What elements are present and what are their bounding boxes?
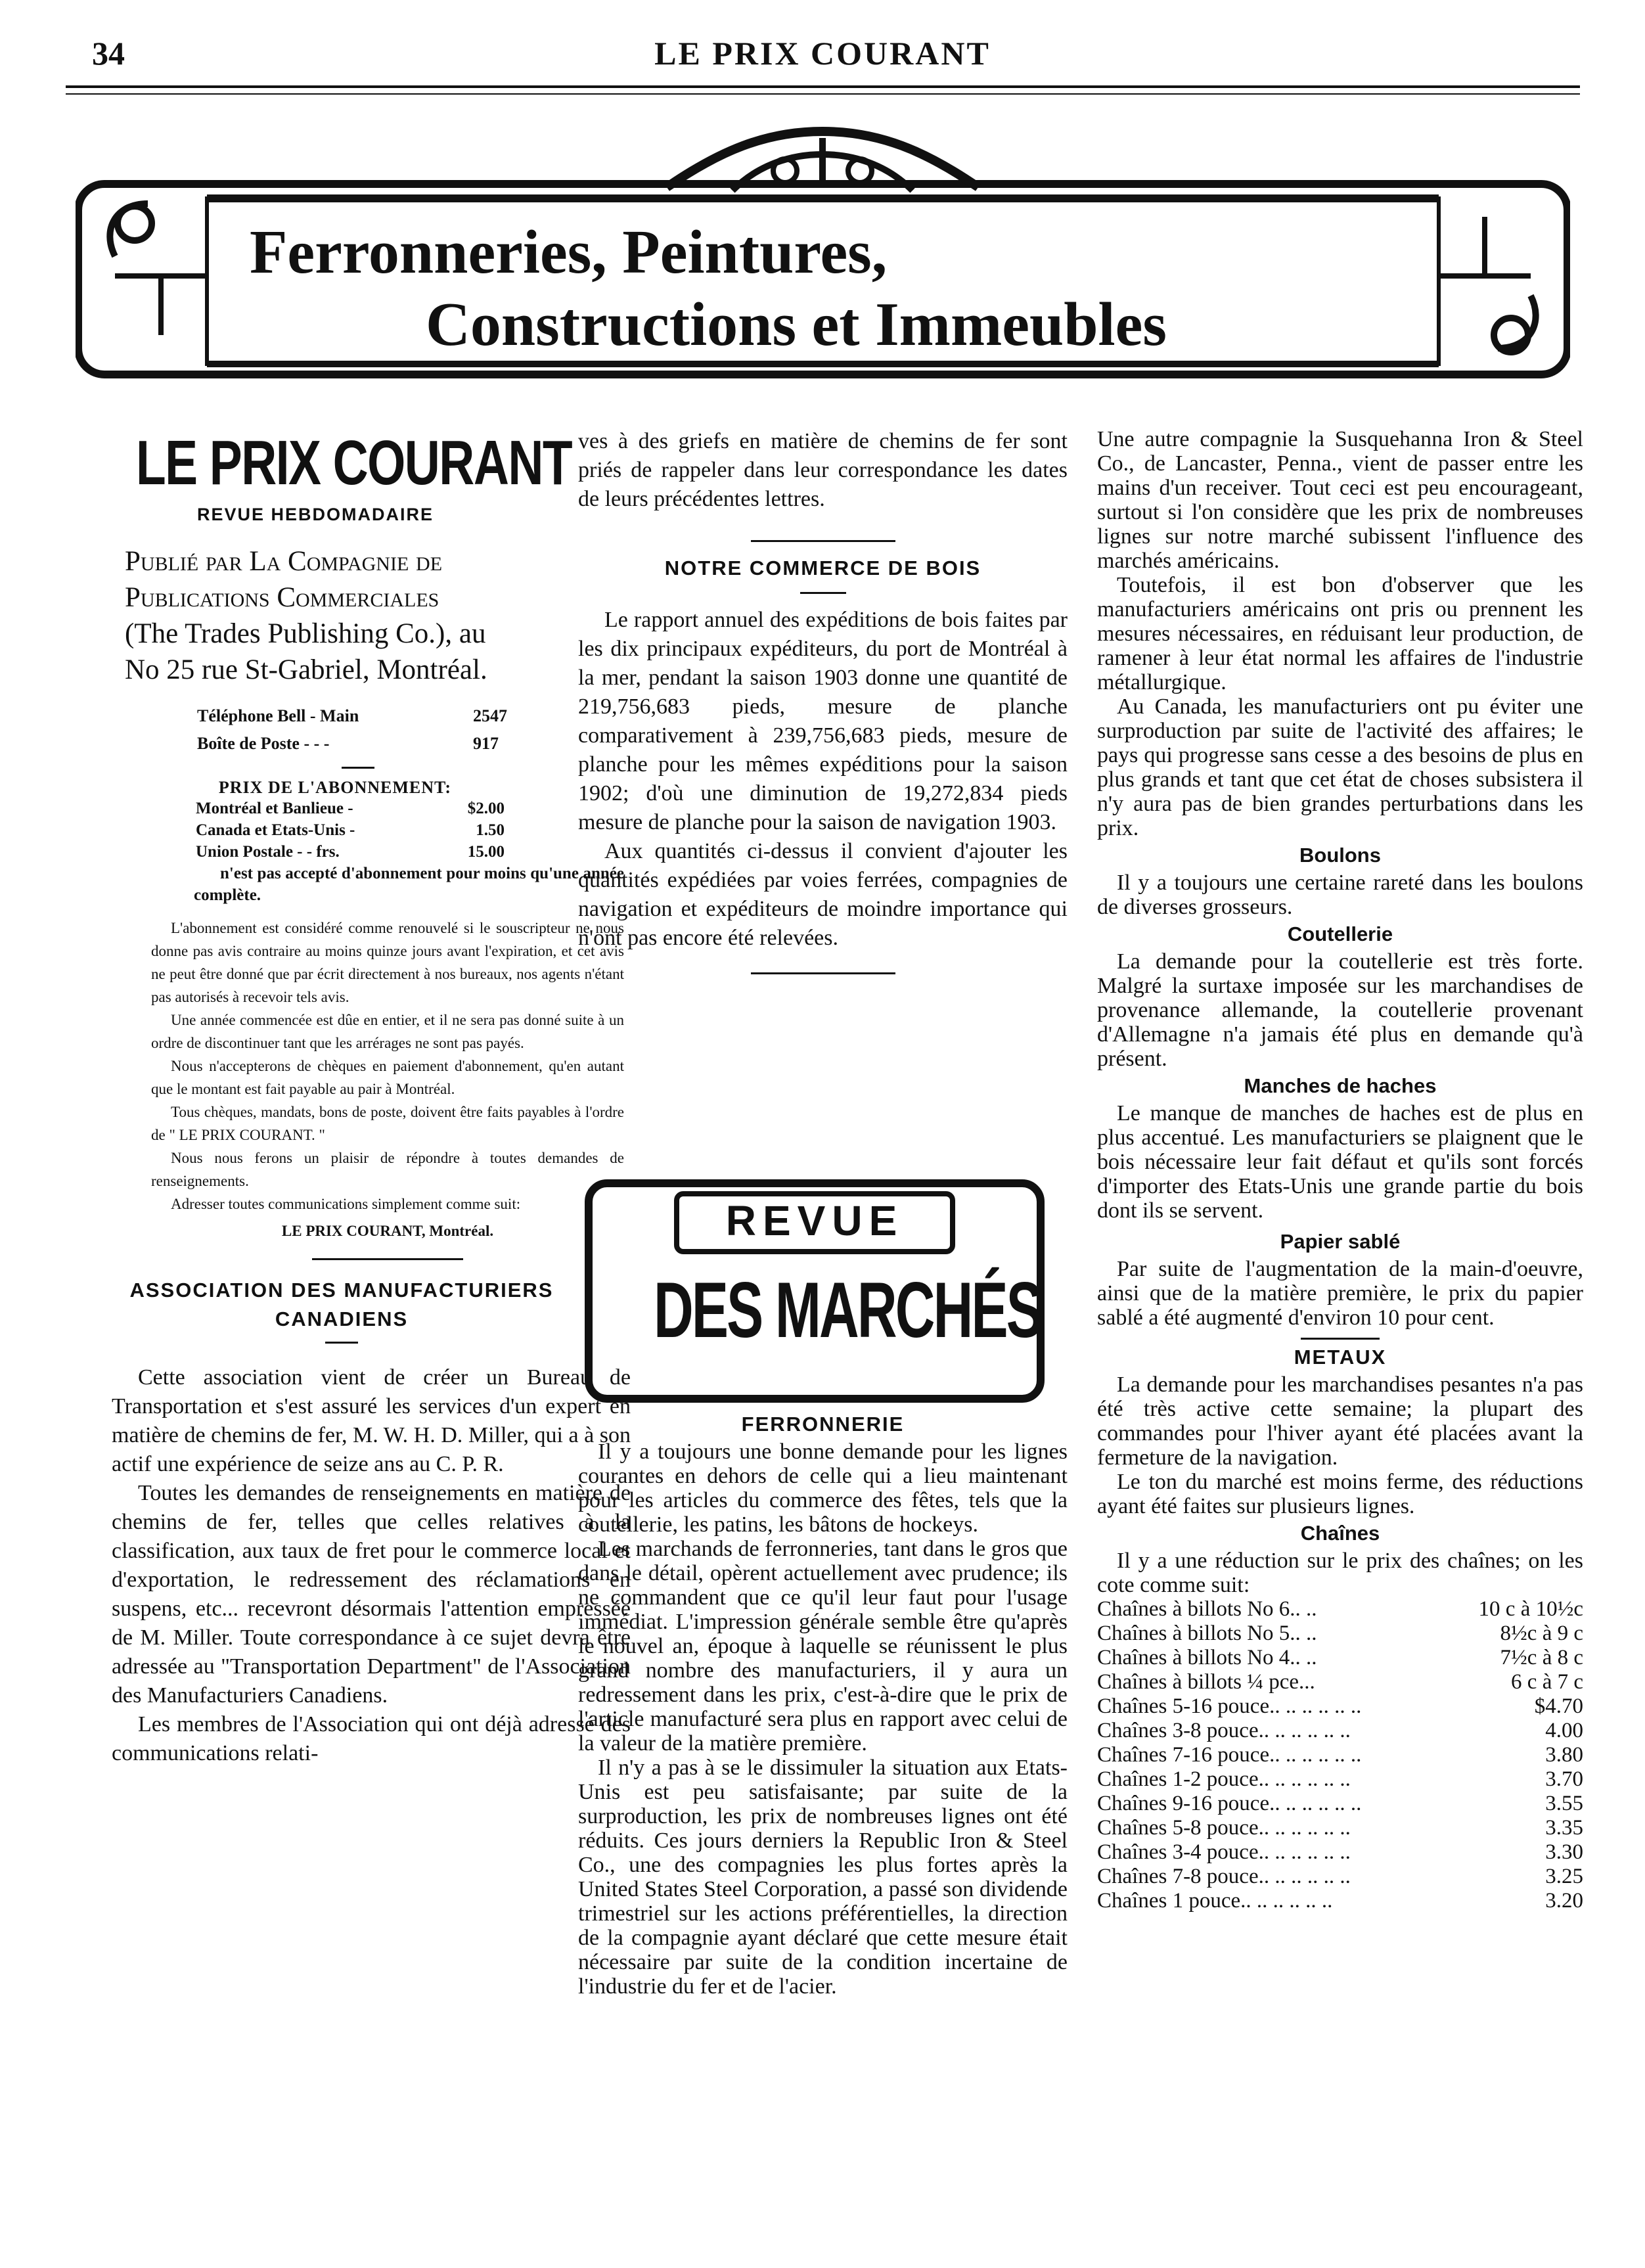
banner-title-line1: Ferronneries, Peintures, (250, 218, 888, 286)
short-rule (1301, 1338, 1380, 1340)
revue-des-marches-logo (585, 1179, 1045, 1403)
des-marches-word: DES MARCHÉS (654, 1266, 1041, 1354)
coutellerie-text (1097, 949, 1583, 1071)
bois-body (578, 606, 1068, 953)
section-rule (751, 972, 895, 974)
fine-print-paragraph: L'abonnement est considéré comme renouvelé si le souscripteur ne nous donne pas avis contraire au moins quinze jours avant l'expiration, et cet avis ne peut être donné que par écrit directement à nos bureaux, nos agents n'étant pas autorisés à recevoir tels avis. (151, 920, 624, 1005)
subscription-heading: PRIX DE L'ABONNEMENT: (218, 778, 452, 797)
section-rule (751, 540, 895, 542)
price-item: Chaînes à billots ¼ pce... (1097, 1670, 1315, 1694)
price-item: Chaînes 9-16 pouce.. .. .. .. .. .. (1097, 1792, 1362, 1815)
manches-text (1097, 1101, 1583, 1223)
masthead-title: LE PRIX COURANT (136, 428, 572, 498)
masthead-subtitle: REVUE HEBDOMADAIRE (196, 505, 434, 524)
price-value: 6 c à 7 c (1511, 1670, 1583, 1694)
boulons-heading: Boulons (1299, 844, 1381, 867)
price-value: 3.30 (1545, 1840, 1583, 1864)
price-item: Chaînes à billots No 4.. .. (1097, 1646, 1317, 1669)
metaux-paragraph: La demande pour les marchandises pesantes n'a pas été très active cette semaine; la plupart des commandes pour l'hiver ayant été placées avant la fermeture de la navigation. (1097, 1372, 1583, 1470)
price-item: Chaînes à billots No 5.. .. (1097, 1622, 1317, 1645)
price-value: 3.20 (1545, 1889, 1583, 1913)
ferronnerie-heading: FERRONNERIE (741, 1413, 905, 1436)
opening-paragraph: Une autre compagnie la Susquehanna Iron & Steel Co., de Lancaster, Penna., vient de passer entre les mains d'un receiver. Tout ceci est peu encourageant, surtout si l'on considère que les prix de nombreuses lignes sur notre marché subissent l'influence des marchés américains. (1097, 427, 1583, 573)
association-paragraph: Les membres de l'Association qui ont déjà adressé des communications relati- (112, 1712, 631, 1765)
table-row (1097, 1865, 1583, 1889)
manches-heading: Manches de haches (1244, 1074, 1437, 1097)
fine-print-paragraph: Une année commencée est dûe en entier, et il ne sera pas donné suite à un ordre de discontinuer tant que les arrérages ne sont pas payés. (151, 1012, 624, 1051)
price-item: Chaînes 3-4 pouce.. .. .. .. .. .. (1097, 1840, 1351, 1864)
banner-title-line2: Constructions et Immeubles (426, 290, 1167, 359)
association-body (112, 1363, 631, 1768)
column-2 (578, 427, 1068, 986)
subscription-note: n'est pas accepté d'abonnement pour moins qu'une année complète. (194, 865, 624, 904)
publisher-line: No 25 rue St-Gabriel, Montréal. (125, 654, 487, 685)
opening-paragraph: Toutefois, il est bon d'observer que les manufacturiers américains ont pris ou prennent les mesures nécessaires, en réduisant leur production, de ramener à leur état normal les affaires de l'industrie métallurgique. (1097, 573, 1583, 694)
column-3 (1097, 427, 1583, 1913)
price-value: 3.70 (1545, 1767, 1583, 1791)
table-row (1097, 1743, 1583, 1767)
price-item: Chaînes à billots No 6.. .. (1097, 1597, 1317, 1621)
fine-print (151, 917, 624, 1242)
short-rule (800, 592, 846, 594)
short-rule (342, 767, 374, 769)
section-paragraph: Il y a toujours une certaine rareté dans les boulons de diverses grosseurs. (1097, 871, 1583, 919)
opening-body (1097, 427, 1583, 840)
chaines-intro (1097, 1549, 1583, 1597)
rate-label: Union Postale - - frs. (196, 843, 340, 861)
table-row (1097, 1719, 1583, 1743)
table-row (1097, 1597, 1583, 1622)
ferronnerie-paragraph: Il y a toujours une bonne demande pour les lignes courantes en dehors de celle qui a lieu maintenant pour les articles du commerce des fêtes, tels que la coutellerie, les patins, les bâtons de hockeys. (578, 1440, 1068, 1537)
ferronnerie-paragraph: Les marchands de ferronneries, tant dans le gros que dans le détail, opèrent actuellement avec prudence; ils ne commandent que ce qu'il leur faut pour l'usage immédiat. L'impression générale semble être qu'après le nouvel an, époque à laquelle se réunissent le plus grand nombre des manufacturiers, il y aura un redressement dans les prix, c'est-à-dire que le prix de l'article manufacturé sera plus en rapport avec celui de la valeur de la matière première. (578, 1537, 1068, 1756)
subscription-rates (196, 798, 544, 863)
price-item: Chaînes 3-8 pouce.. .. .. .. .. .. (1097, 1719, 1351, 1742)
boulons-text (1097, 871, 1583, 919)
ferronnerie-body (578, 1440, 1068, 1999)
contact-row (197, 702, 545, 730)
coutellerie-heading: Coutellerie (1287, 922, 1393, 945)
price-item: Chaînes 1-2 pouce.. .. .. .. .. .. (1097, 1767, 1351, 1791)
table-row (1097, 1670, 1583, 1694)
metaux-paragraph: Le ton du marché est moins ferme, des réductions ayant été faites sur plusieurs lignes. (1097, 1470, 1583, 1518)
table-row (1097, 1646, 1583, 1670)
fine-print-paragraph: Adresser toutes communications simplement comme suit: (171, 1196, 521, 1212)
price-value: 3.35 (1545, 1816, 1583, 1840)
metaux-body (1097, 1372, 1583, 1518)
association-paragraph: Cette association vient de créer un Bureau de Transportation et s'est assuré les services d'un expert en matière de chemins de fer, M. W. H. D. Miller, qui a à son actif une expérience de seize ans au C. P. R. (112, 1365, 631, 1476)
price-value: 3.25 (1545, 1865, 1583, 1888)
price-value: 7½c à 8 c (1500, 1646, 1583, 1669)
price-item: Chaînes 1 pouce.. .. .. .. .. .. (1097, 1889, 1333, 1913)
association-paragraph: Toutes les demandes de renseignements en matière de chemins de fer, telles que celles relatives à la classification, aux taux de fret pour le commerce local et d'exportation, le redressement des réclamations en suspens, etc... recevront désormais l'attention empressée de M. Miller. Toute correspondance à ce sujet devra être adressée au "Transportation Department" de l'Association des Manufacturiers Canadiens. (112, 1481, 631, 1708)
papier-heading: Papier sablé (1280, 1230, 1401, 1253)
column-1 (85, 427, 631, 1768)
fine-print-paragraph: Nous n'accepterons de chèques en paiement d'abonnement, qu'en autant que le montant est fait payable au pair à Montréal. (151, 1058, 624, 1097)
table-row (1097, 1889, 1583, 1913)
price-value: 4.00 (1545, 1719, 1583, 1742)
table-row (1097, 1694, 1583, 1719)
bois-paragraph: Le rapport annuel des expéditions de bois faites par les dix principaux expéditeurs, du port de Montréal à la mer, pendant la saison 1903 donne une quantité de 219,756,683 pieds, mesure de planche comparativement à 239,756,683 pieds, mesure de planche pour les mêmes expéditions pour la saison 1902; d'où une diminution de 19,272,834 pieds mesure de planche pour la saison de navigation 1903. (578, 608, 1068, 834)
section-rule (312, 1258, 463, 1260)
rate-value: 1.50 (476, 821, 505, 839)
rate-value: 15.00 (467, 843, 505, 861)
rate-label: Montréal et Banlieue - (196, 800, 353, 817)
table-row (1097, 1767, 1583, 1792)
contact-value: 917 (473, 734, 499, 753)
fine-print-paragraph: Nous nous ferons un plaisir de répondre à toutes demandes de renseignements. (151, 1150, 624, 1189)
price-item: Chaînes 5-8 pouce.. .. .. .. .. .. (1097, 1816, 1351, 1840)
papier-text (1097, 1257, 1583, 1330)
publisher-line: Publications Commerciales (125, 582, 439, 613)
rate-row (196, 819, 544, 841)
header-rule-thin (66, 93, 1580, 95)
association-heading: ASSOCIATION DES MANUFACTURIERS CANADIENS (129, 1279, 554, 1330)
masthead-publisher (85, 543, 545, 688)
table-row (1097, 1816, 1583, 1840)
fine-print-paragraph: Tous chèques, mandats, bons de poste, doivent être faits payables à l'ordre de " LE PRIX COURANT. " (151, 1104, 624, 1143)
price-value: $4.70 (1534, 1694, 1583, 1718)
contact-label: Boîte de Poste - - - (197, 734, 330, 753)
price-item: Chaînes 5-16 pouce.. .. .. .. .. .. (1097, 1694, 1362, 1718)
contact-block (197, 702, 545, 758)
bois-paragraph: Aux quantités ci-dessus il convient d'ajouter les quantités expédiées par voies ferrées, compagnies de navigation et expéditeurs de moindre importance qui n'ont pas encore été relevées. (578, 839, 1068, 950)
table-row (1097, 1792, 1583, 1816)
ferronnerie-paragraph: Il n'y a pas à se le dissimuler la situation aux Etats-Unis est peu satisfaisante; par suite de la surproduction, les prix de nombreuses lignes ont été réduits. Ces jours derniers la Republic Iron & Steel Co., une des compagnies les plus fortes après la United States Steel Corporation, a passé son dividende trimestriel sur les actions préférentielles, la direction de la compagnie ayant déclaré que cette mesure était nécessaire par suite de la condition incertaine de l'industrie du fer et de l'acier. (578, 1756, 1068, 1999)
address-line: LE PRIX COURANT, Montréal. (281, 1223, 494, 1239)
page-number: 34 (92, 35, 125, 72)
price-item: Chaînes 7-16 pouce.. .. .. .. .. .. (1097, 1743, 1362, 1767)
price-value: 3.55 (1545, 1792, 1583, 1815)
section-paragraph: Le manque de manches de haches est de plus en plus accentué. Les manufacturiers se plaignent que le bois nécessaire leur fait défaut et qu'ils sont forcés d'importer des Etats-Unis une grande partie du bois dont ils se servent. (1097, 1101, 1583, 1223)
table-row (1097, 1840, 1583, 1865)
rate-row (196, 798, 544, 819)
short-rule (325, 1342, 358, 1344)
bois-heading: NOTRE COMMERCE DE BOIS (664, 556, 981, 579)
publisher-line: Publié par La Compagnie de (125, 546, 443, 577)
table-row (1097, 1622, 1583, 1646)
ferronnerie-column (578, 1409, 1068, 1999)
revue-word: REVUE (725, 1197, 904, 1244)
header-rule (66, 85, 1580, 88)
price-value: 10 c à 10½c (1478, 1597, 1583, 1621)
running-header (0, 34, 1645, 74)
contact-value: 2547 (473, 706, 507, 725)
chaines-intro-text: Il y a une réduction sur le prix des chaînes; on les cote comme suit: (1097, 1549, 1583, 1597)
rate-label: Canada et Etats-Unis - (196, 821, 355, 839)
contact-label: Téléphone Bell - Main (197, 706, 359, 725)
price-item: Chaînes 7-8 pouce.. .. .. .. .. .. (1097, 1865, 1351, 1888)
section-paragraph: La demande pour la coutellerie est très forte. Malgré la surtaxe imposée sur les marchandises de provenance allemande, la coutellerie provenant d'Allemagne n'a jamais été plus en demande qu'à présent. (1097, 949, 1583, 1071)
rate-row (196, 841, 544, 863)
section-paragraph: Par suite de l'augmentation de la main-d'oeuvre, ainsi que de la matière première, le prix du papier sablé a été augmenté d'environ 10 pour cent. (1097, 1257, 1583, 1330)
chaines-price-table (1097, 1597, 1583, 1913)
chaines-heading: Chaînes (1300, 1522, 1380, 1545)
journal-title: LE PRIX COURANT (654, 35, 991, 72)
price-value: 3.80 (1545, 1743, 1583, 1767)
opening-paragraph: Au Canada, les manufacturiers ont pu éviter une surproduction par suite de l'activité des affaires; le pays qui progresse sans cesse a des besoins de plus en plus grands et tant que cet état de choses subsistera il n'y aura pas de bien grandes perturbations dans les prix. (1097, 694, 1583, 840)
contact-row (197, 730, 545, 758)
publisher-line: (The Trades Publishing Co.), au (125, 618, 486, 649)
metaux-heading: METAUX (1294, 1346, 1387, 1369)
price-value: 8½c à 9 c (1500, 1622, 1583, 1645)
rate-value: $2.00 (467, 800, 505, 817)
continuation-text: ves à des griefs en matière de chemins de fer sont priés de rappeler dans leur correspondance les dates de leurs précédentes lettres. (578, 429, 1068, 511)
